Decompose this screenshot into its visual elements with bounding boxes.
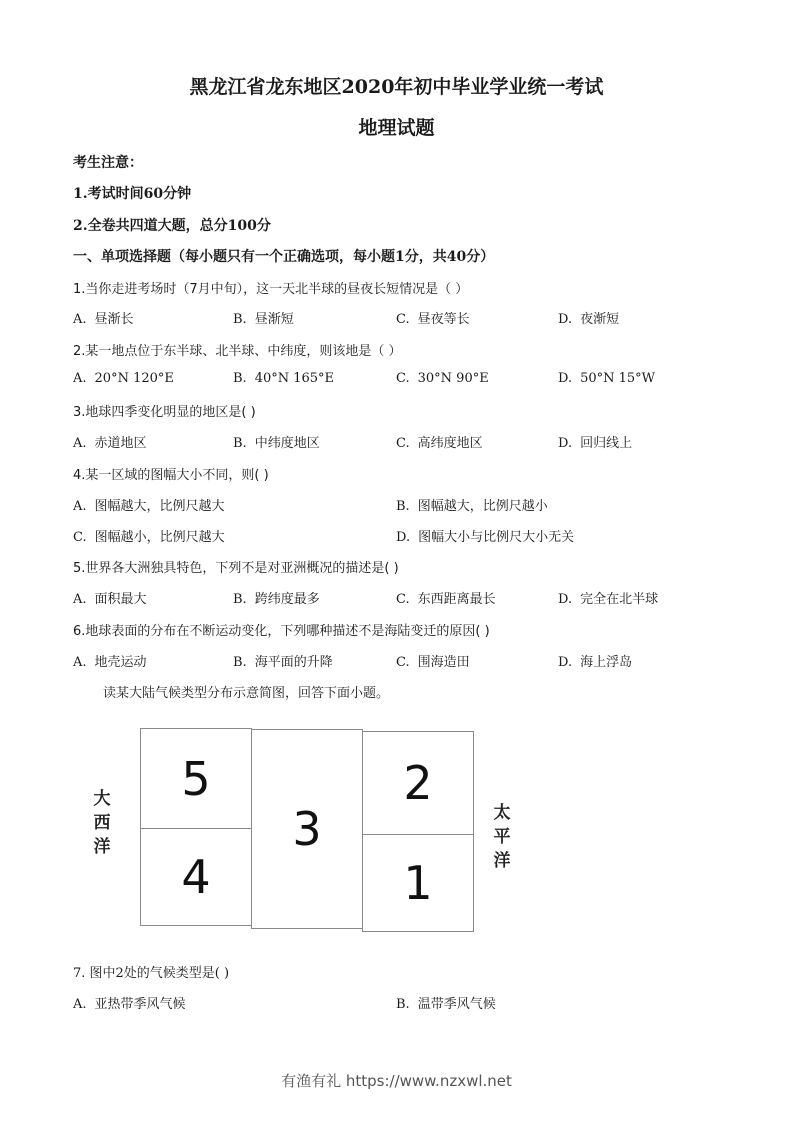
option-a: A. 地壳运动 (73, 655, 147, 670)
question-stem: 6.地球表面的分布在不断运动变化，下列哪种描述不是海陆变迁的原因( ) (73, 624, 490, 639)
option-a: A. 赤道地区 (73, 436, 147, 451)
climate-diagram (90, 725, 530, 945)
option-d: D. 完全在北半球 (558, 592, 659, 607)
document-subtitle: 地理试题 (358, 117, 435, 139)
document-title: 黑龙江省龙东地区2020年初中毕业学业统一考试 (189, 76, 604, 98)
option-d: D. 50°N 15°W (558, 371, 656, 386)
option-d: D. 回归线上 (558, 436, 633, 451)
footer-watermark: 有渔有礼 https://www.nzxwl.net (281, 1072, 512, 1090)
question-stem: 2.某一地点位于东半球、北半球、中纬度，则该地是（ ） (73, 344, 402, 359)
question-stem: 1.当你走进考场时（7月中旬），这一天北半球的昼夜长短情况是（ ） (73, 282, 469, 297)
option-c: C. 30°N 90°E (396, 371, 489, 386)
option-b: B. 跨纬度最多 (233, 592, 320, 607)
region-2: 2 (362, 731, 474, 835)
option-b: B. 温带季风气候 (396, 997, 496, 1012)
option-b: B. 40°N 165°E (233, 371, 335, 386)
option-b: B. 海平面的升降 (233, 655, 333, 670)
option-d: D. 图幅大小与比例尺大小无关 (396, 530, 575, 545)
option-a: A. 亚热带季风气候 (73, 997, 186, 1012)
atlantic-ocean-label: 大 西 洋 (93, 789, 111, 857)
option-b: B. 昼渐短 (233, 312, 294, 327)
region-1: 1 (362, 834, 474, 932)
option-a: A. 面积最大 (73, 592, 147, 607)
region-4: 4 (140, 828, 252, 926)
option-a: A. 20°N 120°E (73, 371, 174, 386)
question-stem: 4.某一区域的图幅大小不同，则( ) (73, 468, 269, 483)
option-d: D. 夜渐短 (558, 312, 620, 327)
option-a: A. 昼渐长 (73, 312, 134, 327)
question-stem: 7. 图中2处的气候类型是( ) (73, 966, 230, 981)
section-heading: 一、单项选择题（每小题只有一个正确选项，每小题1分，共40分） (73, 249, 495, 265)
notice-item: 2.全卷共四道大题，总分100分 (73, 218, 271, 234)
option-d: D. 海上浮岛 (558, 655, 633, 670)
option-c: C. 昼夜等长 (396, 312, 470, 327)
question-stem: 3.地球四季变化明显的地区是( ) (73, 405, 256, 420)
question-stem: 5.世界各大洲独具特色，下列不是对亚洲概况的描述是( ) (73, 561, 399, 576)
notice-heading: 考生注意： (73, 155, 143, 171)
option-c: C. 围海造田 (396, 655, 470, 670)
option-a: A. 图幅越大，比例尺越大 (73, 499, 225, 514)
option-b: B. 中纬度地区 (233, 436, 320, 451)
region-3: 3 (251, 729, 363, 929)
pacific-ocean-label: 太 平 洋 (493, 803, 511, 871)
option-c: C. 高纬度地区 (396, 436, 483, 451)
diagram-intro: 读某大陆气候类型分布示意简图，回答下面小题。 (103, 686, 390, 701)
option-c: C. 东西距离最长 (396, 592, 496, 607)
notice-item: 1.考试时间60分钟 (73, 186, 192, 202)
option-b: B. 图幅越大，比例尺越小 (396, 499, 548, 514)
region-5: 5 (140, 728, 252, 829)
option-c: C. 图幅越小，比例尺越大 (73, 530, 225, 545)
